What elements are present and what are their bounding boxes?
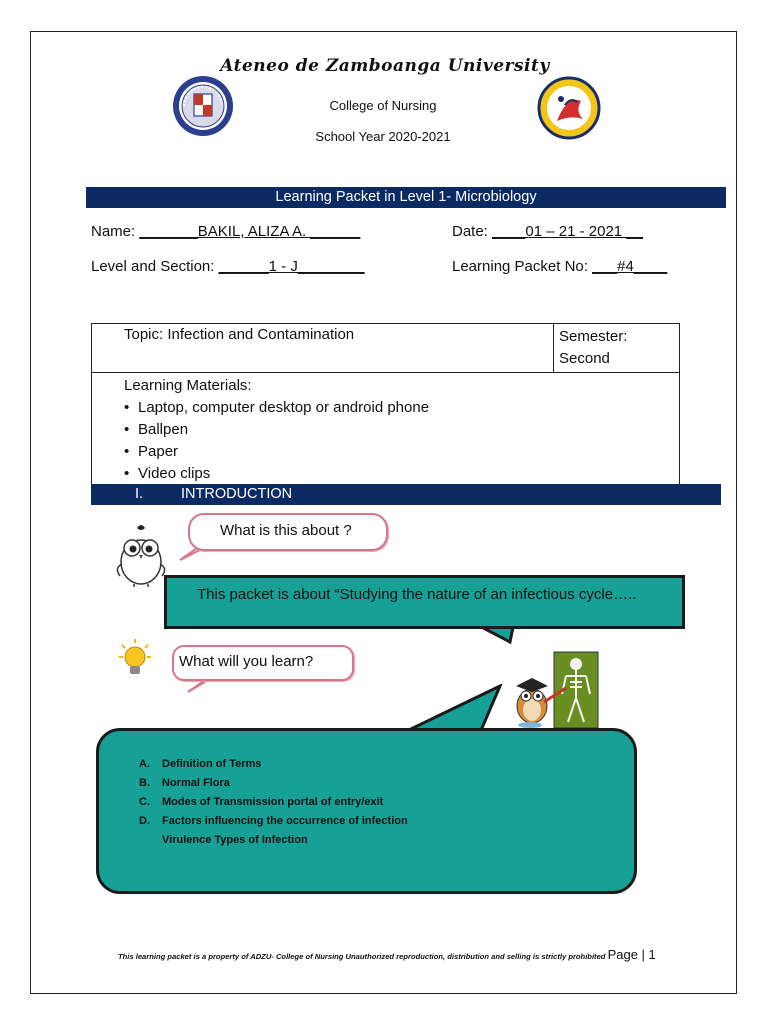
packet-label: Learning Packet No: bbox=[452, 258, 588, 275]
list-item: • Paper bbox=[140, 441, 675, 463]
date-value: ____01 – 21 - 2021 __ bbox=[492, 223, 643, 240]
footer bbox=[118, 947, 678, 962]
footer-notice: This learning packet is a property of ADZU- College of Nursing Unauthorized reproduction, distribution and selling is strictly prohibited bbox=[118, 952, 606, 961]
list-marker: C. bbox=[139, 796, 150, 808]
nursing-logo-icon bbox=[537, 75, 601, 141]
date-field bbox=[452, 223, 643, 240]
name-label: Name: bbox=[91, 223, 136, 240]
list-text: Virulence Types of Infection bbox=[162, 834, 308, 846]
section-title: INTRODUCTION bbox=[181, 486, 293, 502]
semester-cell bbox=[554, 324, 680, 373]
materials-row bbox=[92, 373, 680, 488]
list-marker: A. bbox=[139, 758, 150, 770]
materials-list bbox=[124, 397, 675, 485]
semester-label: Semester: bbox=[559, 328, 628, 345]
name-field bbox=[91, 223, 360, 240]
answer-bubble-1 bbox=[164, 575, 685, 629]
packet-value: ___#4____ bbox=[592, 258, 668, 275]
level-value: ______1 - J________ bbox=[218, 258, 365, 275]
list-text: Normal Flora bbox=[162, 777, 230, 789]
question-bubble-2 bbox=[172, 645, 354, 681]
list-marker: D. bbox=[139, 815, 150, 827]
list-item bbox=[139, 774, 408, 793]
owl-mascot-icon bbox=[110, 518, 172, 588]
university-seal-icon bbox=[172, 75, 234, 137]
question-bubble-1 bbox=[188, 513, 388, 551]
list-text: Definition of Terms bbox=[162, 758, 262, 770]
list-item bbox=[139, 831, 408, 850]
level-label: Level and Section: bbox=[91, 258, 215, 275]
list-item: • Laptop, computer desktop or android phone bbox=[140, 397, 675, 419]
list-text: Modes of Transmission portal of entry/exit bbox=[162, 796, 384, 808]
materials-heading: Learning Materials: bbox=[124, 377, 252, 394]
page-number: Page | 1 bbox=[607, 947, 656, 962]
level-field bbox=[91, 258, 365, 275]
materials-cell bbox=[92, 373, 680, 488]
topic-text: Topic: Infection and Contamination bbox=[124, 326, 355, 343]
name-value: _______BAKIL, ALIZA A. ______ bbox=[139, 223, 361, 240]
list-item: • Video clips bbox=[140, 463, 675, 485]
semester-value: Second bbox=[559, 350, 610, 367]
answer-1-text: This packet is about “Studying the nature of an infectious cycle….. bbox=[197, 586, 637, 603]
list-marker: B. bbox=[139, 777, 150, 789]
list-item bbox=[139, 793, 408, 812]
teacher-owl-icon bbox=[508, 650, 600, 730]
introduction-bar bbox=[91, 484, 721, 505]
topic-table bbox=[91, 323, 680, 488]
learn-list bbox=[139, 755, 408, 850]
university-title: Ateneo de Zamboanga University bbox=[220, 56, 550, 76]
college-name: College of Nursing bbox=[329, 98, 437, 113]
question-2-text: What will you learn? bbox=[179, 653, 314, 670]
list-item bbox=[139, 812, 408, 831]
question-1-text: What is this about ? bbox=[220, 522, 352, 539]
learn-bubble bbox=[96, 728, 637, 894]
date-label: Date: bbox=[452, 223, 488, 240]
packet-field bbox=[452, 258, 667, 275]
list-item: • Ballpen bbox=[140, 419, 675, 441]
section-numeral: I. bbox=[135, 486, 144, 502]
topic-row bbox=[92, 324, 680, 373]
packet-banner: Learning Packet in Level 1- Microbiology bbox=[86, 187, 726, 208]
school-year: School Year 2020-2021 bbox=[315, 129, 451, 144]
list-item bbox=[139, 755, 408, 774]
topic-cell bbox=[92, 324, 554, 373]
list-text: Factors influencing the occurrence of infection bbox=[162, 815, 408, 827]
lightbulb-icon bbox=[118, 638, 152, 678]
